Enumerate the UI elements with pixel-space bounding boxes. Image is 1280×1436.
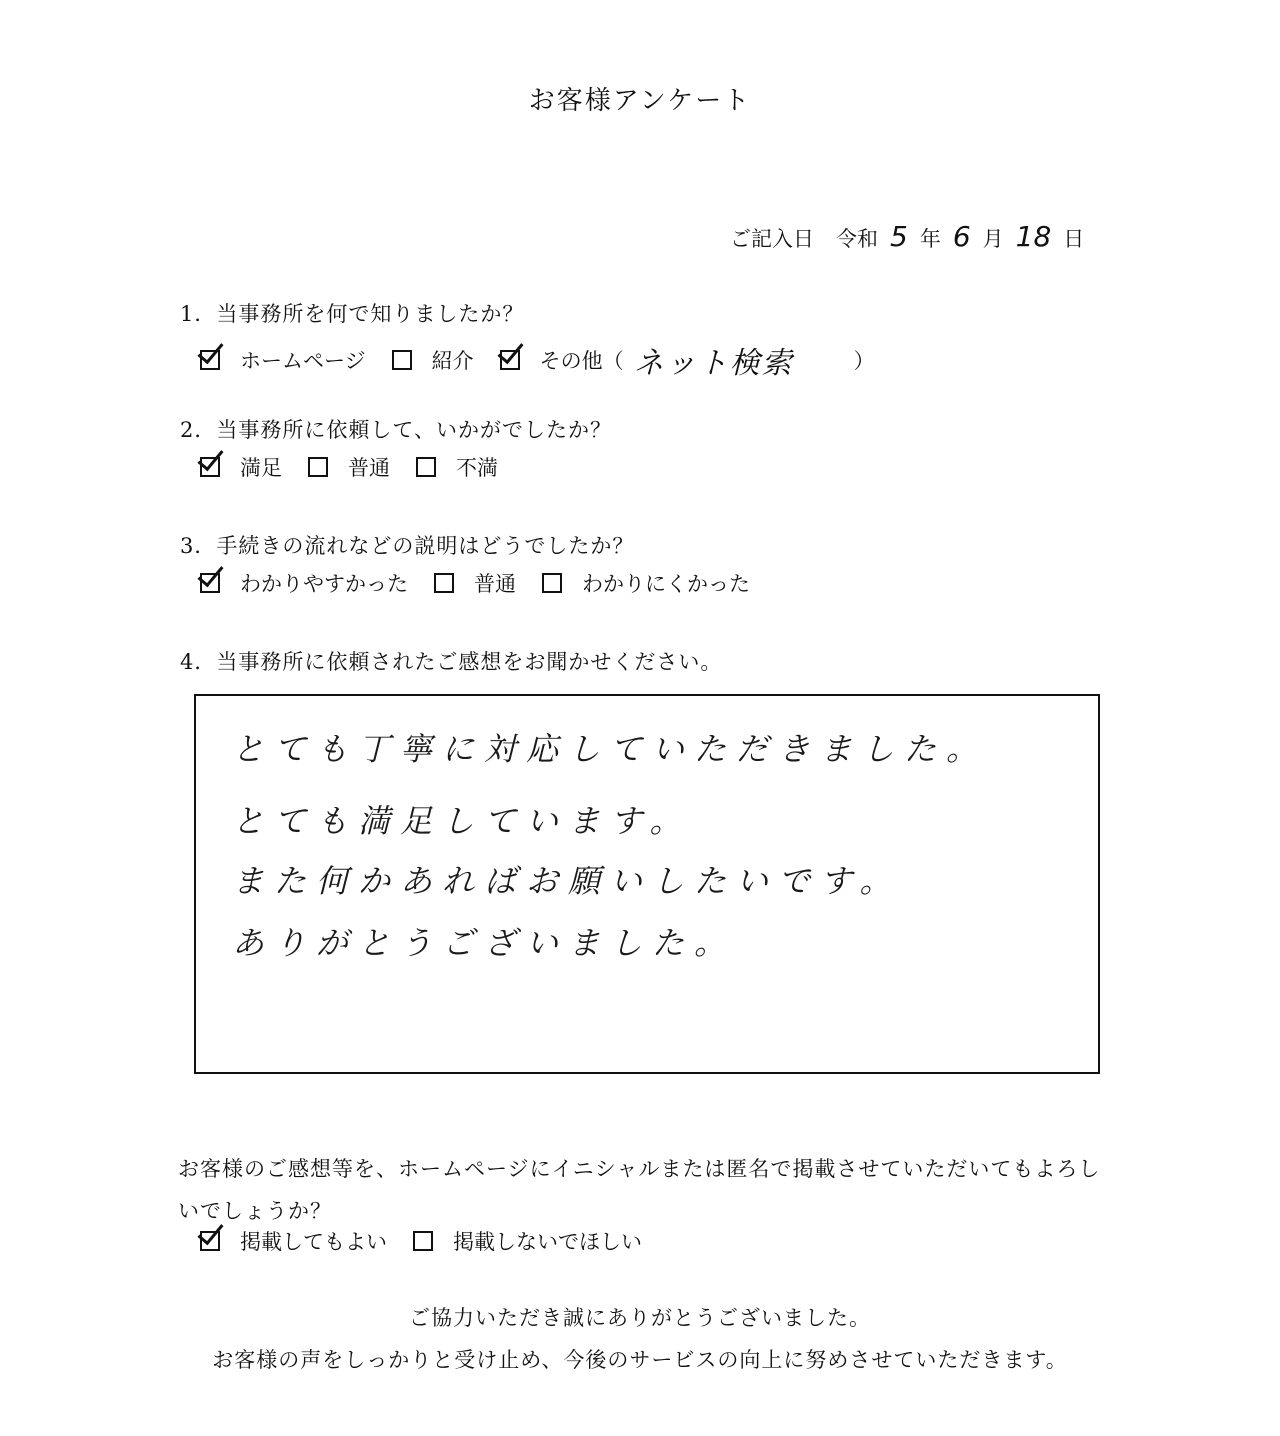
option-normal-2-label: 普通: [474, 572, 516, 596]
checkbox-publish-no[interactable]: [413, 1231, 433, 1251]
question-3: 3．手続きの流れなどの説明はどうでしたか？: [180, 534, 635, 558]
consent-options: [200, 1226, 668, 1256]
date-row: [730, 220, 1084, 253]
option-hard-label: わかりにくかった: [582, 572, 750, 596]
option-hard[interactable]: [542, 568, 750, 598]
option-dissatisfied[interactable]: [416, 452, 498, 482]
date-era: 令和: [836, 227, 878, 251]
checkbox-normal-2[interactable]: [434, 573, 454, 593]
option-normal[interactable]: [308, 452, 390, 482]
option-satisfied[interactable]: [200, 452, 282, 482]
checkbox-other[interactable]: [500, 350, 520, 370]
option-referral[interactable]: [392, 345, 474, 375]
question-1: 1．当事務所を何で知りましたか？: [180, 302, 525, 326]
comment-line-1: とても丁寧に対応していただきました。: [232, 730, 989, 768]
date-year: 5: [890, 220, 908, 253]
option-homepage[interactable]: [200, 345, 366, 375]
comment-line-2: とても満足しています。: [232, 802, 692, 840]
checkbox-easy[interactable]: [200, 573, 220, 593]
checkbox-referral[interactable]: [392, 350, 412, 370]
date-label: ご記入日: [730, 227, 814, 251]
option-publish-ok-label: 掲載してもよい: [240, 1230, 387, 1254]
other-text: ネット検索: [633, 346, 794, 381]
option-dissatisfied-label: 不満: [456, 456, 498, 480]
closing-line-2: お客様の声をしっかりと受け止め、今後のサービスの向上に努めさせていただきます。: [212, 1348, 1068, 1372]
option-publish-no-label: 掲載しないでほしい: [453, 1230, 642, 1254]
question-4: 4．当事務所に依頼されたご感想をお聞かせください。: [180, 650, 723, 674]
checkbox-publish-ok[interactable]: [200, 1231, 220, 1251]
checkbox-homepage[interactable]: [200, 350, 220, 370]
date-day-unit: 日: [1063, 227, 1085, 251]
option-referral-label: 紹介: [431, 349, 474, 373]
checkbox-dissatisfied[interactable]: [416, 457, 436, 477]
option-normal-2[interactable]: [434, 568, 516, 598]
checkbox-hard[interactable]: [542, 573, 562, 593]
option-other[interactable]: [500, 338, 875, 382]
comment-line-4: ありがとうございました。: [232, 924, 737, 962]
comment-line-3: また何かあればお願いしたいです。: [232, 862, 902, 900]
closing-line-1: ご協力いただき誠にありがとうございました。: [409, 1306, 871, 1330]
checkbox-satisfied[interactable]: [200, 457, 220, 477]
question-1-options: [200, 338, 901, 382]
option-satisfied-label: 満足: [240, 456, 282, 480]
date-day: 18: [1015, 220, 1052, 253]
other-close-paren: ）: [853, 349, 875, 373]
option-publish-ok[interactable]: [200, 1226, 387, 1256]
consent-question: お客様のご感想等を、ホームページにイニシャルまたは匿名で掲載させていただいてもよろしいでしょうか？: [178, 1157, 1101, 1223]
option-homepage-label: ホームページ: [240, 349, 366, 373]
date-month-unit: 月: [982, 227, 1004, 251]
date-month: 6: [952, 220, 971, 253]
question-3-options: [200, 568, 776, 598]
checkbox-normal[interactable]: [308, 457, 328, 477]
option-publish-no[interactable]: [413, 1226, 642, 1256]
option-easy[interactable]: [200, 568, 408, 598]
option-normal-label: 普通: [348, 456, 390, 480]
option-other-label: その他（: [539, 349, 624, 373]
comment-box[interactable]: [194, 694, 1100, 1074]
option-easy-label: わかりやすかった: [240, 572, 408, 596]
question-2: 2．当事務所に依頼して、いかがでしたか？: [180, 418, 612, 442]
date-year-unit: 年: [919, 227, 941, 251]
question-2-options: [200, 452, 524, 482]
survey-title: お客様アンケート: [528, 86, 752, 116]
